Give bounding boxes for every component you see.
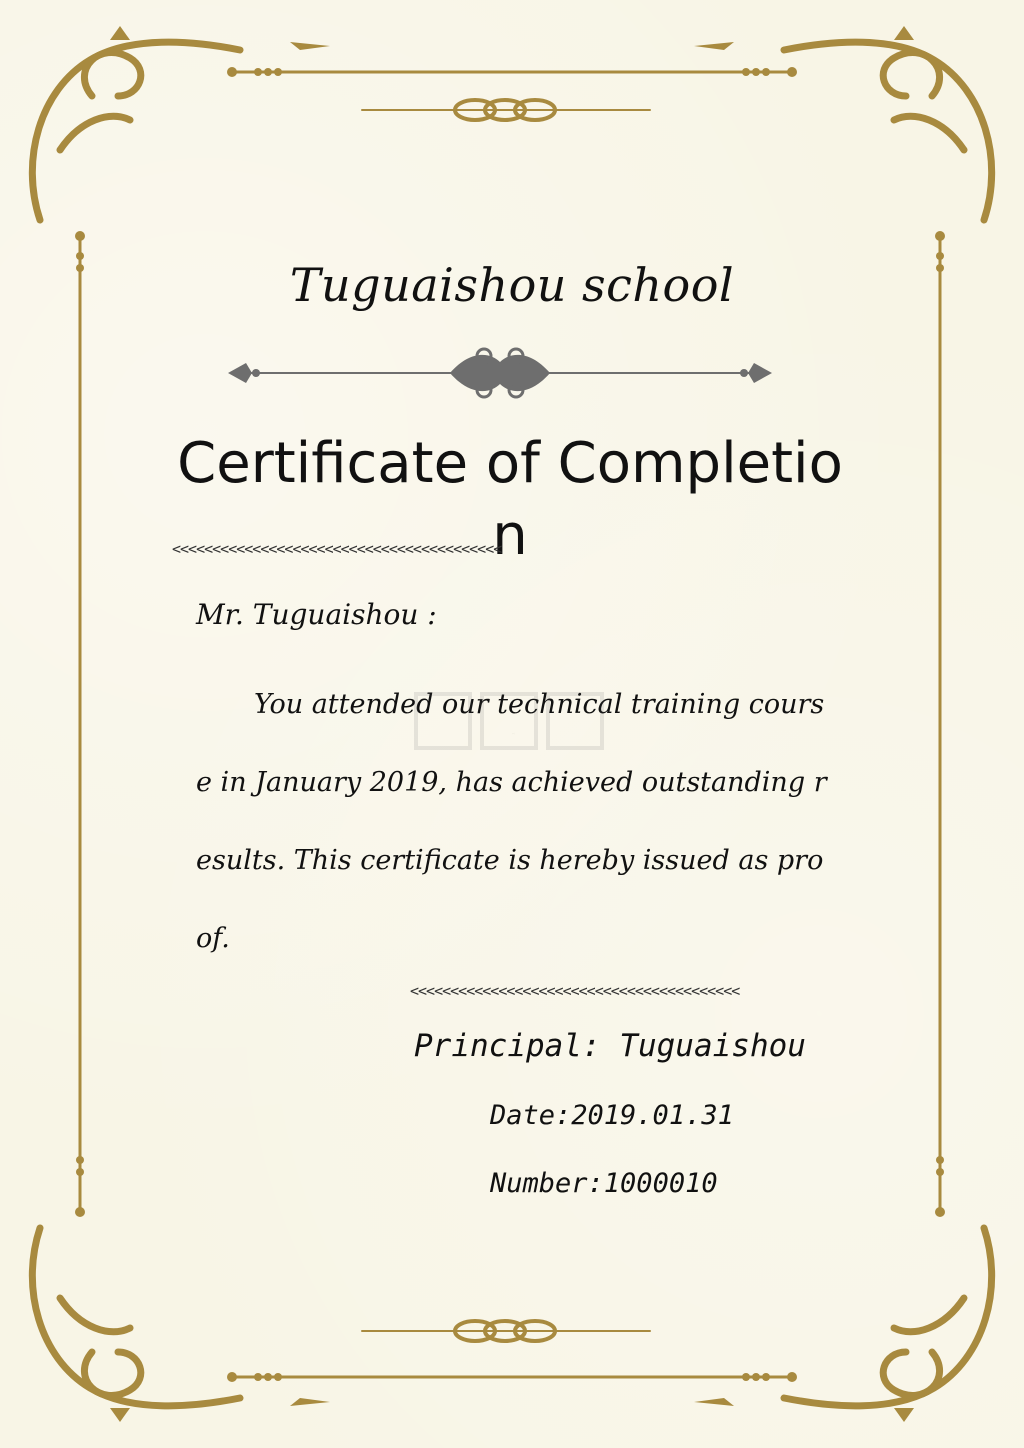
principal-signature-line <box>414 1028 806 1064</box>
corner-flourish-bottom-left <box>32 1228 240 1406</box>
number-value: 1000010 <box>603 1168 718 1199</box>
recipient-name: Mr. Tuguaishou : <box>196 598 437 631</box>
corner-flourish-bottom-right <box>784 1228 992 1406</box>
certificate-number-line <box>490 1168 718 1199</box>
school-name: Tuguaishou school <box>289 258 735 312</box>
certificate-body: You attended our technical training course in January 2019, has achieved outstanding results. This certificate is hereby issued as proof. <box>196 689 827 954</box>
title-divider-ornament <box>220 340 780 406</box>
date-label: Date: <box>490 1100 572 1131</box>
certificate-title: Certificate of Completion <box>177 431 843 568</box>
number-label: Number: <box>490 1168 604 1199</box>
principal-label: Principal: <box>414 1028 601 1064</box>
chevron-divider-bottom: <<<<<<<<<<<<<<<<<<<<<<<<<<<<<<<<<<<<<<<<< <box>410 982 740 1000</box>
chevron-divider-top: <<<<<<<<<<<<<<<<<<<<<<<<<<<<<<<<<<<<<<<<< <box>172 540 502 558</box>
corner-flourish-top-right <box>784 42 992 220</box>
issue-date-line <box>490 1100 734 1131</box>
watermark-logo <box>412 686 612 756</box>
principal-name: Tuguaishou <box>619 1028 806 1064</box>
corner-flourish-top-left <box>32 42 240 220</box>
watermark-text: 图怪兽 <box>512 734 515 735</box>
date-value: 2019.01.31 <box>571 1100 734 1131</box>
